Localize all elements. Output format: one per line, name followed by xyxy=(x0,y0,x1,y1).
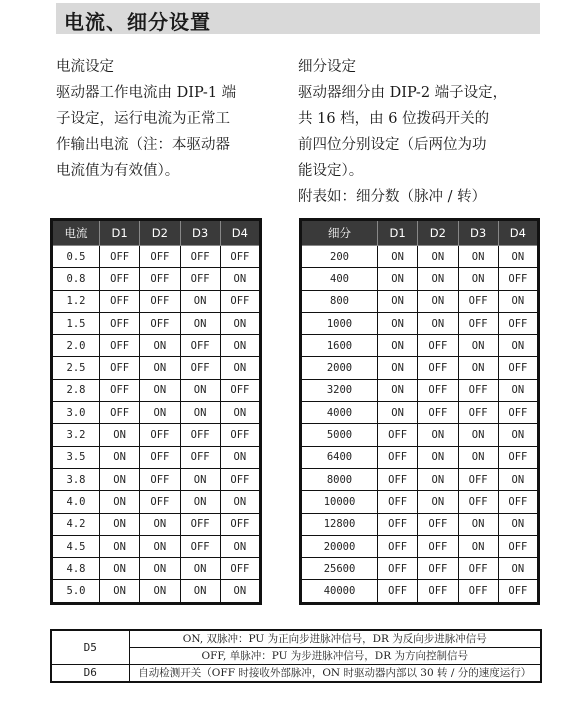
switch-state-cell: ON xyxy=(418,468,458,490)
switch-state-cell: ON xyxy=(498,290,538,312)
switch-state-cell: ON xyxy=(378,268,418,290)
current-setting-text xyxy=(56,54,276,184)
table-row xyxy=(301,246,539,268)
section-title: 电流、细分设置 xyxy=(64,10,211,34)
table-row xyxy=(301,335,539,357)
switch-state-cell: OFF xyxy=(458,290,498,312)
switch-state-cell: OFF xyxy=(180,246,220,268)
switch-state-cell: ON xyxy=(458,535,498,557)
row-label-cell: 5.0 xyxy=(52,580,100,603)
switch-state-cell: ON xyxy=(100,424,140,446)
switch-state-cell: OFF xyxy=(180,424,220,446)
switch-state-cell: OFF xyxy=(458,558,498,580)
switch-state-cell: OFF xyxy=(100,290,140,312)
switch-state-cell: OFF xyxy=(498,402,538,424)
row-label-cell: 3200 xyxy=(301,379,378,401)
switch-state-cell: OFF xyxy=(498,446,538,468)
column-header: D4 xyxy=(498,220,538,246)
switch-state-cell: OFF xyxy=(378,491,418,513)
switch-state-cell: ON xyxy=(418,424,458,446)
switch-state-cell: ON xyxy=(418,268,458,290)
switch-state-cell: OFF xyxy=(418,379,458,401)
row-label-cell: 0.5 xyxy=(52,246,100,268)
switch-state-cell: OFF xyxy=(140,312,180,334)
row-label-cell: 1.5 xyxy=(52,312,100,334)
switch-state-cell: ON xyxy=(180,312,220,334)
microstep-table xyxy=(299,218,540,605)
switch-state-cell: OFF xyxy=(140,446,180,468)
switch-state-cell: ON xyxy=(220,268,260,290)
table-row xyxy=(52,357,261,379)
switch-state-cell: OFF xyxy=(458,580,498,603)
switch-state-cell: ON xyxy=(100,491,140,513)
row-label-cell: 1.2 xyxy=(52,290,100,312)
switch-state-cell: ON xyxy=(180,558,220,580)
table-row xyxy=(52,558,261,580)
switch-state-cell: OFF xyxy=(418,513,458,535)
switch-state-cell: ON xyxy=(140,379,180,401)
row-label-cell: 3.0 xyxy=(52,402,100,424)
row-label-cell: 200 xyxy=(301,246,378,268)
switch-state-cell: OFF xyxy=(378,513,418,535)
switch-state-cell: ON xyxy=(418,246,458,268)
switch-state-cell: ON xyxy=(378,335,418,357)
switch-state-cell: ON xyxy=(220,335,260,357)
switch-state-cell: OFF xyxy=(498,580,538,603)
switch-state-cell: ON xyxy=(100,558,140,580)
microstep-setting-line: 能设定）。 xyxy=(298,163,364,179)
table-row xyxy=(301,402,539,424)
table-row xyxy=(301,535,539,557)
switch-state-cell: OFF xyxy=(100,312,140,334)
switch-state-cell: OFF xyxy=(498,357,538,379)
row-label-cell: 4.8 xyxy=(52,558,100,580)
table-row xyxy=(52,335,261,357)
table-row xyxy=(52,491,261,513)
microstep-setting-line: 前四位分别设定（后两位为功 xyxy=(298,137,487,153)
column-header: D2 xyxy=(140,220,180,246)
row-label-cell: 4.2 xyxy=(52,513,100,535)
switch-state-cell: ON xyxy=(100,468,140,490)
row-label-cell: 1000 xyxy=(301,312,378,334)
row-label-cell: 10000 xyxy=(301,491,378,513)
switch-state-cell: ON xyxy=(220,491,260,513)
switch-state-cell: ON xyxy=(458,357,498,379)
table-row xyxy=(52,379,261,401)
d6-description: 自动检测开关（OFF 时接收外部脉冲，ON 时驱动器内部以 30 转 / 分的速度运行） xyxy=(129,665,541,683)
switch-state-cell: OFF xyxy=(220,246,260,268)
switch-state-cell: OFF xyxy=(180,335,220,357)
row-label-cell: 3.8 xyxy=(52,468,100,490)
table-row xyxy=(52,513,261,535)
table-row xyxy=(52,246,261,268)
switch-state-cell: OFF xyxy=(378,468,418,490)
switch-state-cell: OFF xyxy=(180,535,220,557)
switch-state-cell: ON xyxy=(220,312,260,334)
column-header: D1 xyxy=(100,220,140,246)
row-label-cell: 1600 xyxy=(301,335,378,357)
switch-state-cell: OFF xyxy=(458,468,498,490)
switch-state-cell: ON xyxy=(220,402,260,424)
d5-on-description: ON, 双脉冲：PU 为正向步进脉冲信号，DR 为反向步进脉冲信号 xyxy=(129,630,541,648)
microstep-setting-line: 共 16 档，由 6 位拨码开关的 xyxy=(298,111,490,127)
switch-state-cell: OFF xyxy=(458,379,498,401)
switch-state-cell: ON xyxy=(498,246,538,268)
switch-state-cell: OFF xyxy=(100,402,140,424)
table-row xyxy=(52,268,261,290)
switch-state-cell: ON xyxy=(498,558,538,580)
table-header-row xyxy=(301,220,539,246)
switch-state-cell: OFF xyxy=(140,424,180,446)
row-label-cell: 400 xyxy=(301,268,378,290)
d5-label: D5 xyxy=(51,630,129,665)
d6-label: D6 xyxy=(51,665,129,683)
row-label-cell: 6400 xyxy=(301,446,378,468)
switch-state-cell: ON xyxy=(418,446,458,468)
switch-state-cell: ON xyxy=(418,491,458,513)
table-row xyxy=(301,513,539,535)
current-setting-line: 作输出电流（注：本驱动器 xyxy=(56,137,230,153)
switch-state-cell: OFF xyxy=(498,312,538,334)
table-row xyxy=(52,535,261,557)
switch-state-cell: ON xyxy=(498,424,538,446)
switch-state-cell: OFF xyxy=(418,357,458,379)
switch-state-cell: ON xyxy=(100,446,140,468)
switch-state-cell: OFF xyxy=(498,535,538,557)
switch-state-cell: OFF xyxy=(418,402,458,424)
switch-state-cell: OFF xyxy=(220,558,260,580)
switch-state-cell: OFF xyxy=(378,446,418,468)
switch-state-cell: ON xyxy=(140,402,180,424)
switch-state-cell: OFF xyxy=(378,558,418,580)
switch-state-cell: OFF xyxy=(498,268,538,290)
column-header: 电流 xyxy=(52,220,100,246)
column-header: D2 xyxy=(418,220,458,246)
current-setting-line: 电流值为有效值）。 xyxy=(56,163,180,179)
switch-state-cell: ON xyxy=(140,335,180,357)
switch-state-cell: OFF xyxy=(100,246,140,268)
switch-state-cell: ON xyxy=(180,290,220,312)
switch-state-cell: ON xyxy=(378,379,418,401)
switch-state-cell: ON xyxy=(498,513,538,535)
column-header: 细分 xyxy=(301,220,378,246)
table-row xyxy=(52,424,261,446)
switch-state-cell: ON xyxy=(180,491,220,513)
switch-state-cell: OFF xyxy=(220,513,260,535)
table-row xyxy=(301,312,539,334)
table-row xyxy=(52,446,261,468)
switch-state-cell: OFF xyxy=(220,379,260,401)
switch-state-cell: ON xyxy=(180,468,220,490)
switch-state-cell: OFF xyxy=(378,535,418,557)
switch-state-cell: ON xyxy=(220,580,260,603)
current-setting-line: 驱动器工作电流由 DIP-1 端 xyxy=(56,85,237,101)
switch-state-cell: OFF xyxy=(180,513,220,535)
table-row xyxy=(52,312,261,334)
switch-state-cell: ON xyxy=(140,558,180,580)
switch-state-cell: ON xyxy=(220,535,260,557)
column-header: D3 xyxy=(458,220,498,246)
row-label-cell: 5000 xyxy=(301,424,378,446)
table-row xyxy=(301,580,539,603)
table-row xyxy=(301,558,539,580)
current-setting-heading: 电流设定 xyxy=(56,59,114,75)
table-row xyxy=(301,357,539,379)
switch-state-cell: OFF xyxy=(100,357,140,379)
switch-state-cell: OFF xyxy=(180,446,220,468)
table-row xyxy=(52,468,261,490)
switch-state-cell: ON xyxy=(458,335,498,357)
table-row xyxy=(301,424,539,446)
switch-state-cell: ON xyxy=(140,357,180,379)
column-header: D1 xyxy=(378,220,418,246)
switch-state-cell: ON xyxy=(140,580,180,603)
row-label-cell: 3.2 xyxy=(52,424,100,446)
switch-state-cell: OFF xyxy=(418,335,458,357)
switch-state-cell: ON xyxy=(220,446,260,468)
switch-state-cell: OFF xyxy=(220,290,260,312)
table-row xyxy=(301,379,539,401)
switch-state-cell: ON xyxy=(378,246,418,268)
switch-state-cell: OFF xyxy=(140,246,180,268)
row-label-cell: 2.5 xyxy=(52,357,100,379)
switch-state-cell: OFF xyxy=(458,312,498,334)
switch-state-cell: ON xyxy=(418,312,458,334)
switch-state-cell: OFF xyxy=(220,424,260,446)
switch-state-cell: ON xyxy=(100,535,140,557)
switch-state-cell: OFF xyxy=(180,357,220,379)
switch-state-cell: ON xyxy=(458,246,498,268)
switch-state-cell: ON xyxy=(180,379,220,401)
switch-state-cell: OFF xyxy=(418,580,458,603)
row-label-cell: 40000 xyxy=(301,580,378,603)
row-label-cell: 4.5 xyxy=(52,535,100,557)
switch-state-cell: OFF xyxy=(418,535,458,557)
table-row xyxy=(301,491,539,513)
row-label-cell: 25600 xyxy=(301,558,378,580)
current-setting-line: 子设定，运行电流为正常工 xyxy=(56,111,230,127)
switch-state-cell: ON xyxy=(378,312,418,334)
switch-state-cell: ON xyxy=(378,402,418,424)
microstep-setting-heading: 细分设定 xyxy=(298,59,356,75)
function-table xyxy=(50,629,542,683)
row-label-cell: 0.8 xyxy=(52,268,100,290)
row-label-cell: 2.0 xyxy=(52,335,100,357)
table-row xyxy=(301,446,539,468)
switch-state-cell: OFF xyxy=(458,491,498,513)
current-table xyxy=(50,218,262,605)
switch-state-cell: ON xyxy=(458,268,498,290)
row-label-cell: 800 xyxy=(301,290,378,312)
row-label-cell: 8000 xyxy=(301,468,378,490)
switch-state-cell: ON xyxy=(458,446,498,468)
row-label-cell: 2000 xyxy=(301,357,378,379)
switch-state-cell: OFF xyxy=(140,268,180,290)
switch-state-cell: OFF xyxy=(378,580,418,603)
switch-state-cell: ON xyxy=(458,513,498,535)
switch-state-cell: ON xyxy=(100,513,140,535)
section-header xyxy=(56,3,540,34)
switch-state-cell: ON xyxy=(498,379,538,401)
switch-state-cell: OFF xyxy=(140,491,180,513)
table-row xyxy=(301,468,539,490)
microstep-setting-text xyxy=(298,54,548,210)
switch-state-cell: OFF xyxy=(458,402,498,424)
switch-state-cell: ON xyxy=(458,424,498,446)
table-header-row xyxy=(52,220,261,246)
switch-state-cell: OFF xyxy=(378,424,418,446)
column-header: D4 xyxy=(220,220,260,246)
switch-state-cell: ON xyxy=(180,402,220,424)
row-label-cell: 20000 xyxy=(301,535,378,557)
switch-state-cell: OFF xyxy=(418,558,458,580)
table-row xyxy=(52,580,261,603)
switch-state-cell: ON xyxy=(140,535,180,557)
switch-state-cell: OFF xyxy=(100,379,140,401)
microstep-setting-line: 驱动器细分由 DIP-2 端子设定， xyxy=(298,85,508,101)
switch-state-cell: OFF xyxy=(140,468,180,490)
switch-state-cell: ON xyxy=(140,513,180,535)
switch-state-cell: ON xyxy=(180,580,220,603)
switch-state-cell: OFF xyxy=(100,335,140,357)
switch-state-cell: ON xyxy=(378,357,418,379)
switch-state-cell: OFF xyxy=(100,268,140,290)
column-header: D3 xyxy=(180,220,220,246)
table-row xyxy=(52,290,261,312)
d5-off-description: OFF, 单脉冲：PU 为步进脉冲信号，DR 为方向控制信号 xyxy=(129,648,541,665)
switch-state-cell: ON xyxy=(220,357,260,379)
switch-state-cell: OFF xyxy=(220,468,260,490)
switch-state-cell: ON xyxy=(418,290,458,312)
switch-state-cell: ON xyxy=(378,290,418,312)
switch-state-cell: OFF xyxy=(140,290,180,312)
row-label-cell: 12800 xyxy=(301,513,378,535)
row-label-cell: 3.5 xyxy=(52,446,100,468)
switch-state-cell: ON xyxy=(100,580,140,603)
table-row xyxy=(52,402,261,424)
switch-state-cell: OFF xyxy=(498,491,538,513)
switch-state-cell: ON xyxy=(498,335,538,357)
table-row xyxy=(301,268,539,290)
switch-state-cell: ON xyxy=(498,468,538,490)
row-label-cell: 4.0 xyxy=(52,491,100,513)
row-label-cell: 2.8 xyxy=(52,379,100,401)
switch-state-cell: OFF xyxy=(180,268,220,290)
table-row xyxy=(301,290,539,312)
microstep-setting-line: 附表如：细分数（脉冲 / 转） xyxy=(298,189,487,205)
row-label-cell: 4000 xyxy=(301,402,378,424)
